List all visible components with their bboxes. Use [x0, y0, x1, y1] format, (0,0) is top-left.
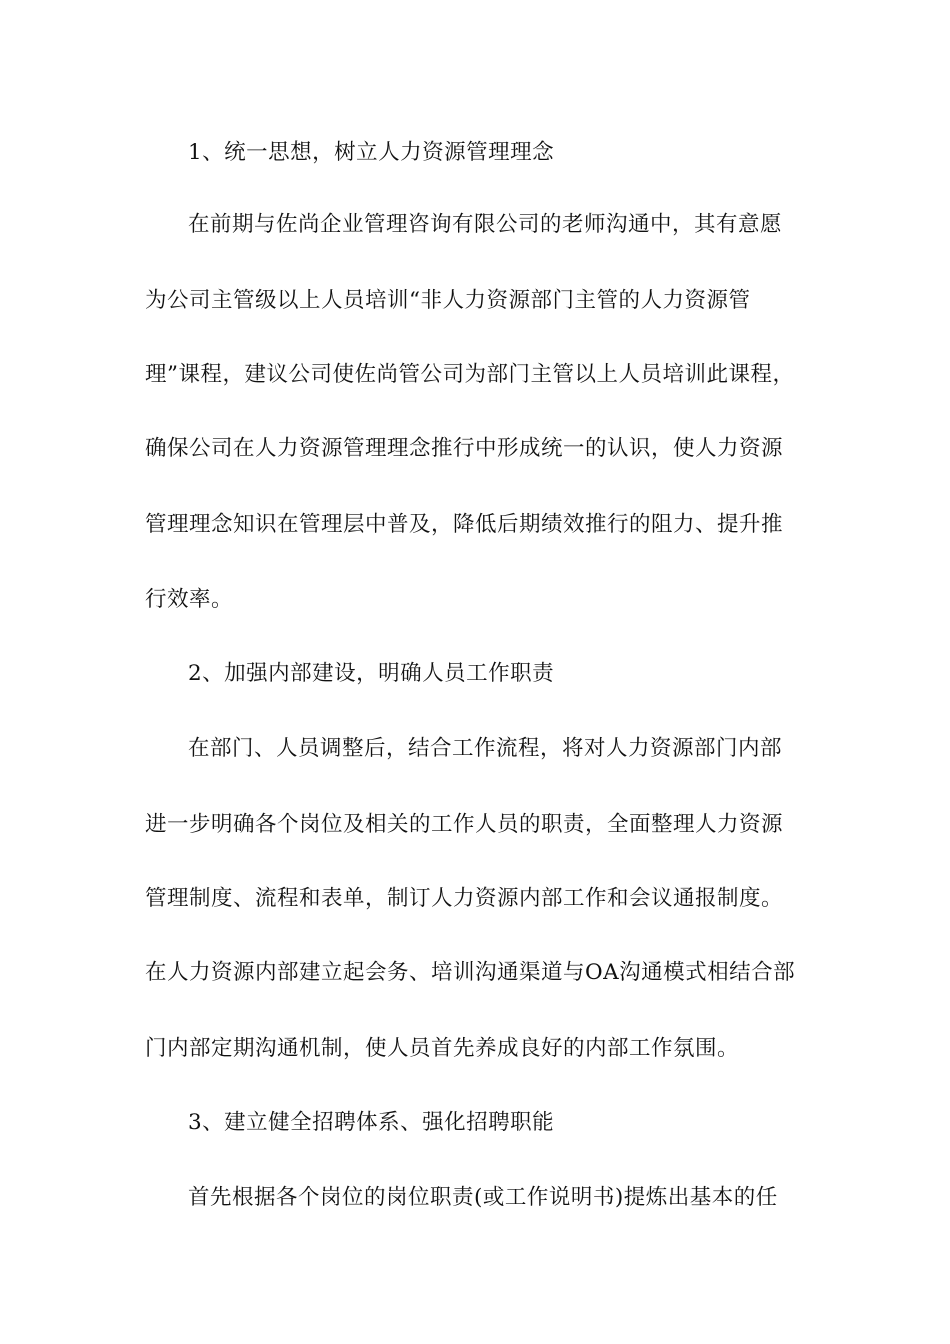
section-2-paragraph-line-2: 进一步明确各个岗位及相关的工作人员的职责，全面整理人力资源	[145, 812, 784, 837]
section-1-heading: 1、统一思想，树立人力资源管理理念	[188, 140, 555, 165]
section-3-heading: 3、建立健全招聘体系、强化招聘职能	[188, 1110, 555, 1135]
section-2-paragraph-line-5: 门内部定期沟通机制，使人员首先养成良好的内部工作氛围。	[145, 1036, 740, 1061]
section-2-paragraph-line-1: 在部门、人员调整后，结合工作流程，将对人力资源部门内部	[188, 736, 783, 761]
section-1-paragraph-line-3: 理”课程，建议公司使佐尚管公司为部门主管以上人员培训此课程，	[145, 362, 795, 387]
section-1-paragraph-line-1: 在前期与佐尚企业管理咨询有限公司的老师沟通中，其有意愿	[188, 212, 783, 237]
section-2-paragraph-line-3: 管理制度、流程和表单，制订人力资源内部工作和会议通报制度。	[145, 886, 784, 911]
section-1-paragraph-line-4: 确保公司在人力资源管理理念推行中形成统一的认识，使人力资源	[145, 436, 784, 461]
section-2-heading: 2、加强内部建设，明确人员工作职责	[188, 661, 555, 686]
section-2-paragraph-line-4: 在人力资源内部建立起会务、培训沟通渠道与OA沟通模式相结合部	[145, 960, 796, 985]
section-3-paragraph-line-1: 首先根据各个岗位的岗位职责(或工作说明书)提炼出基本的任	[188, 1185, 778, 1210]
section-1-paragraph-line-5: 管理理念知识在管理层中普及，降低后期绩效推行的阻力、提升推	[145, 512, 784, 537]
section-1-paragraph-line-6: 行效率。	[145, 587, 234, 612]
section-1-paragraph-line-2: 为公司主管级以上人员培训“非人力资源部门主管的人力资源管	[145, 288, 751, 313]
